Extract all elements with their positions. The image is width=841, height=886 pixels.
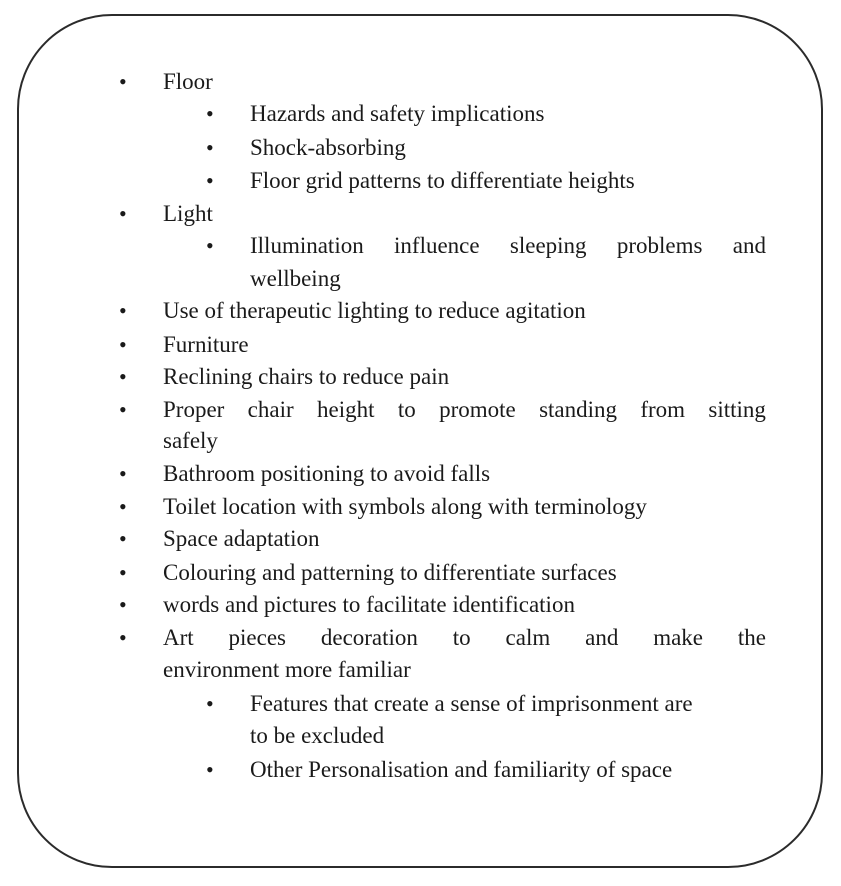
- bullet-icon: •: [206, 233, 214, 258]
- bullet-icon: •: [119, 592, 127, 617]
- list-item-toilet: Toilet location with symbols along with terminology: [163, 494, 647, 519]
- list-item-reclining-chairs: Reclining chairs to reduce pain: [163, 364, 450, 389]
- word: Illumination: [250, 233, 364, 258]
- bullet-icon: •: [119, 201, 127, 226]
- bullet-icon: •: [119, 560, 127, 585]
- bullet-icon: •: [119, 364, 127, 389]
- bullet-icon: •: [119, 397, 127, 422]
- word: Art: [163, 625, 194, 650]
- word: influence: [394, 233, 480, 258]
- word: calm: [505, 625, 551, 650]
- list-item-floor-grid: Floor grid patterns to differentiate heights: [250, 168, 635, 193]
- list-item-furniture: Furniture: [163, 332, 249, 357]
- word: make: [653, 625, 703, 650]
- word: to: [452, 625, 471, 650]
- list-item-therapeutic-lighting: Use of therapeutic lighting to reduce agitation: [163, 298, 586, 323]
- word: and: [732, 233, 766, 258]
- bullet-icon: •: [206, 135, 214, 160]
- word: pieces: [228, 625, 286, 650]
- list-item-space-adaptation: Space adaptation: [163, 526, 320, 551]
- bullet-icon: •: [119, 494, 127, 519]
- bullet-icon: •: [206, 168, 214, 193]
- list-item-hazards: Hazards and safety implications: [250, 101, 545, 126]
- word: problems: [616, 233, 703, 258]
- word: Proper: [163, 397, 225, 422]
- word: chair: [247, 397, 294, 422]
- list-item-art-pieces-line2: environment more familiar: [163, 657, 411, 682]
- list-item-shock-absorbing: Shock-absorbing: [250, 135, 406, 160]
- list-item-features-line1: Features that create a sense of imprisonment are: [250, 691, 693, 716]
- word: from: [640, 397, 686, 422]
- word: sleeping: [509, 233, 587, 258]
- list-item-illumination-line1: [250, 230, 766, 262]
- list-item-chair-height-line2: safely: [163, 428, 218, 453]
- bullet-icon: •: [206, 757, 214, 782]
- word: sitting: [708, 397, 766, 422]
- bullet-icon: •: [206, 691, 214, 716]
- word: to: [397, 397, 416, 422]
- list-item-features-line2: to be excluded: [250, 723, 385, 748]
- word: height: [316, 397, 375, 422]
- list-item-personalisation: Other Personalisation and familiarity of space: [250, 757, 673, 782]
- bullet-icon: •: [119, 332, 127, 357]
- bullet-icon: •: [119, 69, 127, 94]
- bullet-icon: •: [119, 526, 127, 551]
- word: promote: [439, 397, 516, 422]
- bullet-icon: •: [119, 298, 127, 323]
- list-item-illumination-line2: wellbeing: [250, 266, 341, 291]
- list-item-light: Light: [163, 201, 213, 226]
- word: decoration: [320, 625, 418, 650]
- list-item-bathroom: Bathroom positioning to avoid falls: [163, 461, 491, 486]
- list-item-art-pieces-line1: [163, 622, 766, 654]
- list-item-colouring: Colouring and patterning to differentiate surfaces: [163, 560, 617, 585]
- list-item-floor: Floor: [163, 69, 213, 94]
- list-item-chair-height-line1: [163, 394, 766, 426]
- bullet-icon: •: [119, 625, 127, 650]
- word: and: [585, 625, 619, 650]
- bullet-icon: •: [206, 101, 214, 126]
- word: the: [737, 625, 766, 650]
- list-item-words-pictures: words and pictures to facilitate identification: [163, 592, 575, 617]
- bullet-icon: •: [119, 461, 127, 486]
- word: standing: [539, 397, 618, 422]
